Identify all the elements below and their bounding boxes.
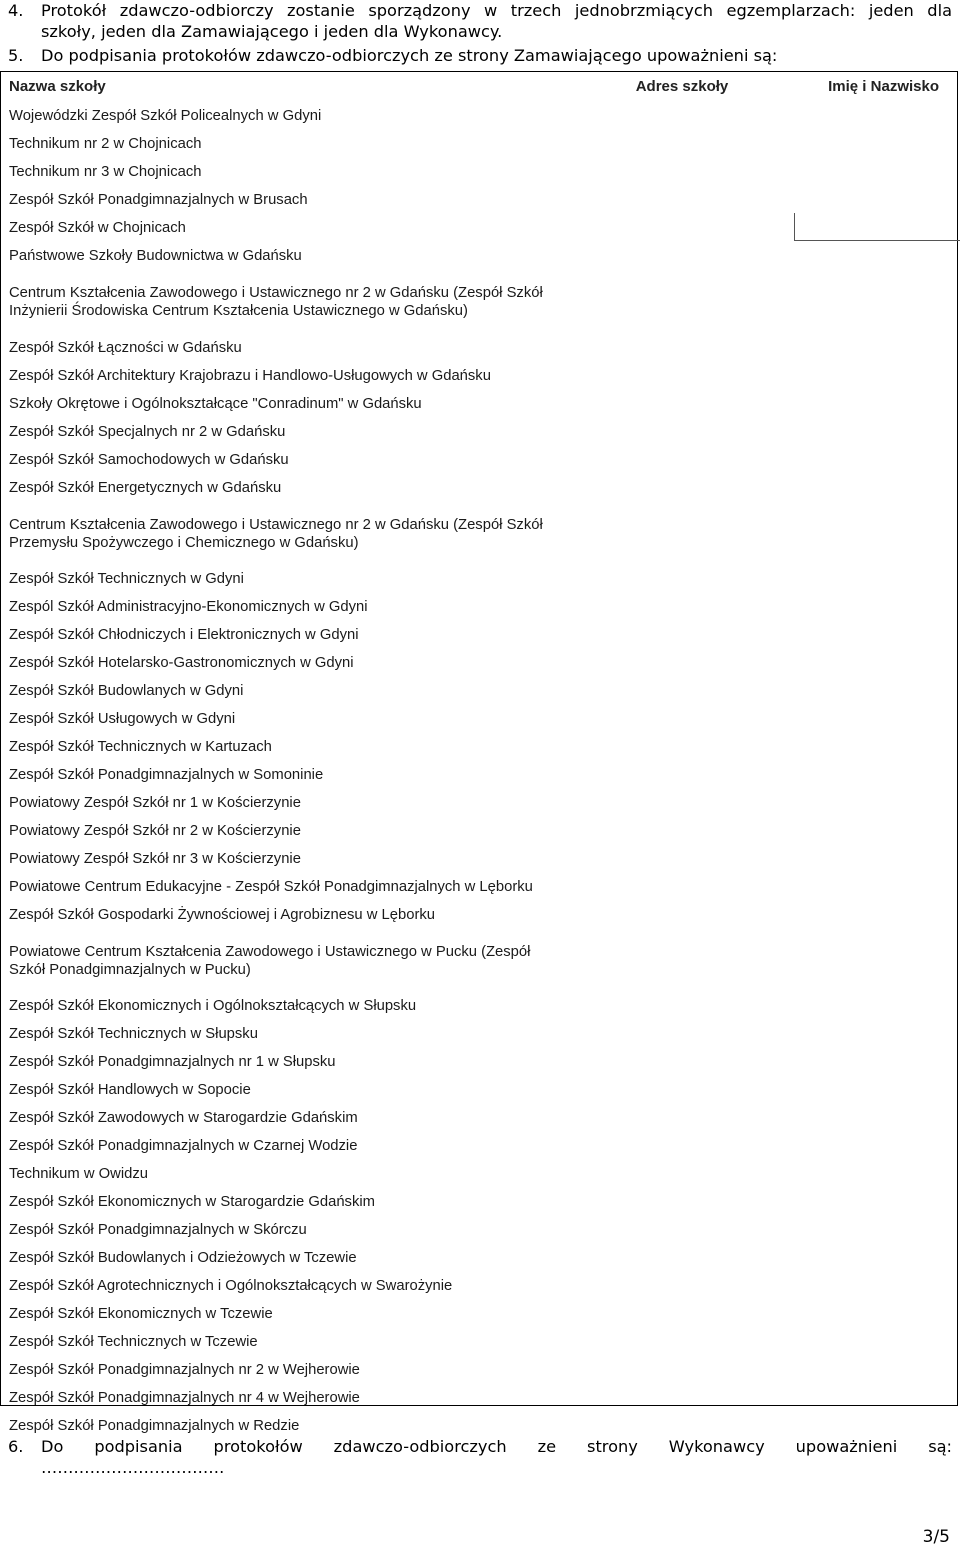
full-name-cell xyxy=(794,362,959,390)
item-5-number: 5. xyxy=(8,46,24,65)
full-name-cell xyxy=(794,1356,959,1384)
full-name-cell xyxy=(794,992,959,1020)
full-name-cell xyxy=(794,817,959,845)
full-name-cell xyxy=(794,593,959,621)
school-name-cell: Zespół Szkół Chłodniczych i Elektronicznych w Gdyni xyxy=(9,627,359,643)
schools-table xyxy=(0,71,959,1440)
school-name-cell: Zespół Szkół Łączności w Gdańsku xyxy=(9,340,242,356)
school-name-cell: Technikum w Owidzu xyxy=(9,1166,148,1182)
school-address-cell xyxy=(570,1328,794,1356)
school-address-cell xyxy=(570,390,794,418)
table-row xyxy=(0,1328,959,1356)
school-address-cell xyxy=(570,1048,794,1076)
full-name-cell xyxy=(794,565,959,593)
school-address-cell xyxy=(570,214,794,242)
school-address-cell xyxy=(570,677,794,705)
school-name-cell: Zespół Szkół Ponadgimnazjalnych w Skórczu xyxy=(9,1222,307,1238)
full-name-cell xyxy=(794,705,959,733)
full-name-cell xyxy=(794,158,959,186)
table-row xyxy=(0,446,959,474)
full-name-cell xyxy=(794,789,959,817)
paragraph-item-6 xyxy=(8,1436,952,1478)
paragraph-item-4 xyxy=(8,0,952,42)
school-address-cell xyxy=(570,845,794,873)
school-address-cell xyxy=(570,761,794,789)
table-row xyxy=(0,929,959,992)
table-row xyxy=(0,270,959,334)
school-name-cell: Zespół Szkół Technicznych w Słupsku xyxy=(9,1026,258,1042)
school-address-cell xyxy=(570,565,794,593)
school-address-cell xyxy=(570,242,794,270)
full-name-cell xyxy=(794,621,959,649)
full-name-cell xyxy=(794,1048,959,1076)
table-row xyxy=(0,242,959,270)
table-row xyxy=(0,102,959,130)
school-name-cell: Centrum Kształcenia Zawodowego i Ustawicznego nr 2 w Gdańsku (Zespół Szkół Przemysłu Spożywczego i Chemicznego w Gdańsku) xyxy=(9,516,543,551)
full-name-cell xyxy=(794,1216,959,1244)
item-6-text: Do podpisania protokołów zdawczo-odbiorczych ze strony Wykonawcy upoważnieni są: xyxy=(41,1437,952,1456)
school-address-cell xyxy=(570,1188,794,1216)
page-number: 3/5 xyxy=(922,1527,950,1547)
school-address-cell xyxy=(570,1216,794,1244)
item-6-number: 6. xyxy=(8,1437,24,1456)
school-address-cell xyxy=(570,1300,794,1328)
table-row xyxy=(0,474,959,502)
school-address-cell xyxy=(570,817,794,845)
school-name-cell: Zespół Szkół Ponadgimnazjalnych nr 4 w Wejherowie xyxy=(9,1390,360,1406)
table-row xyxy=(0,1160,959,1188)
table-row xyxy=(0,1384,959,1412)
school-name-cell: Zespół Szkół Gospodarki Żywnościowej i Agrobiznesu w Lęborku xyxy=(9,907,436,923)
school-name-cell: Powiatowy Zespół Szkół nr 3 w Kościerzynie xyxy=(9,851,301,867)
school-address-cell xyxy=(570,474,794,502)
table-row xyxy=(0,593,959,621)
school-name-cell: Zespół Szkół Ekonomicznych w Starogardzie Gdańskim xyxy=(9,1194,375,1210)
full-name-cell xyxy=(794,1188,959,1216)
table-body xyxy=(0,102,959,1440)
school-address-cell xyxy=(570,1020,794,1048)
table-row xyxy=(0,1216,959,1244)
school-name-cell: Zespół Szkół Technicznych w Kartuzach xyxy=(9,739,272,755)
school-name-cell: Powiatowe Centrum Kształcenia Zawodowego i Ustawicznego w Pucku (Zespół Szkół Ponadgimnazjalnych w Pucku) xyxy=(9,943,531,978)
school-address-cell xyxy=(570,1076,794,1104)
table-row xyxy=(0,677,959,705)
full-name-cell xyxy=(794,1132,959,1160)
full-name-cell xyxy=(794,474,959,502)
school-name-cell: Zespół Szkół w Chojnicach xyxy=(9,220,186,236)
school-name-cell: Zespół Szkół Zawodowych w Starogardzie Gdańskim xyxy=(9,1110,358,1126)
school-address-cell xyxy=(570,1104,794,1132)
item-6-dots: ……………………………. xyxy=(41,1458,225,1477)
school-address-cell xyxy=(570,929,794,992)
table-row xyxy=(0,705,959,733)
school-address-cell xyxy=(570,418,794,446)
school-address-cell xyxy=(570,158,794,186)
full-name-cell xyxy=(794,1160,959,1188)
full-name-cell xyxy=(794,901,959,929)
table-row xyxy=(0,817,959,845)
table-row xyxy=(0,1356,959,1384)
table-row xyxy=(0,761,959,789)
table-row xyxy=(0,565,959,593)
table-row xyxy=(0,1272,959,1300)
school-address-cell xyxy=(570,621,794,649)
table-row xyxy=(0,733,959,761)
school-address-cell xyxy=(570,901,794,929)
school-address-cell xyxy=(570,362,794,390)
item-4-line-2: szkoły, jeden dla Zamawiającego i jeden dla Wykonawcy. xyxy=(41,22,503,41)
table-row xyxy=(0,1188,959,1216)
school-address-cell xyxy=(570,649,794,677)
school-name-cell: Powiatowe Centrum Edukacyjne - Zespół Szkół Ponadgimnazjalnych w Lęborku xyxy=(9,879,533,895)
school-name-cell: Zespół Szkół Budowlanych i Odzieżowych w Tczewie xyxy=(9,1250,357,1266)
header-full-name: Imię i Nazwisko xyxy=(828,78,939,95)
school-address-cell xyxy=(570,1132,794,1160)
school-name-cell: Zespół Szkół Architektury Krajobrazu i Handlowo-Usługowych w Gdańsku xyxy=(9,368,491,384)
table-row xyxy=(0,1300,959,1328)
table-row xyxy=(0,621,959,649)
full-name-cell xyxy=(794,1020,959,1048)
item-5-text: Do podpisania protokołów zdawczo-odbiorczych ze strony Zamawiającego upoważnieni są: xyxy=(41,46,778,65)
table-row xyxy=(0,1076,959,1104)
full-name-cell xyxy=(794,1272,959,1300)
school-name-cell: Centrum Kształcenia Zawodowego i Ustawicznego nr 2 w Gdańsku (Zespół Szkół Inżynierii Środowiska Centrum Kształcenia Ustawicznego w Gdańsku) xyxy=(9,285,543,319)
school-name-cell: Powiatowy Zespół Szkół nr 1 w Kościerzynie xyxy=(9,795,301,811)
full-name-cell xyxy=(794,1384,959,1412)
school-address-cell xyxy=(570,502,794,565)
full-name-cell xyxy=(794,1328,959,1356)
table-row xyxy=(0,130,959,158)
school-name-cell: Zespół Szkół Technicznych w Tczewie xyxy=(9,1334,258,1350)
full-name-cell xyxy=(794,242,959,270)
full-name-cell xyxy=(794,446,959,474)
full-name-cell xyxy=(794,733,959,761)
school-address-cell xyxy=(570,186,794,214)
item-4-line-1: Protokół zdawczo-odbiorczy zostanie sporządzony w trzech jednobrzmiących egzemplarzach: jeden dla xyxy=(41,1,952,20)
school-name-cell: Zespół Szkół Ekonomicznych i Ogólnokształcących w Słupsku xyxy=(9,998,417,1014)
table-row xyxy=(0,649,959,677)
item-4-number: 4. xyxy=(8,1,24,20)
full-name-cell xyxy=(794,677,959,705)
full-name-cell xyxy=(794,845,959,873)
full-name-cell xyxy=(794,1104,959,1132)
paragraph-item-5 xyxy=(8,45,952,66)
school-name-cell: Technikum nr 2 w Chojnicach xyxy=(9,136,202,152)
table-row xyxy=(0,901,959,929)
table-row xyxy=(0,1244,959,1272)
full-name-cell xyxy=(794,418,959,446)
table-cell-box xyxy=(794,213,960,241)
school-name-cell: Zespół Szkół Handlowych w Sopocie xyxy=(9,1082,251,1098)
school-address-cell xyxy=(570,1356,794,1384)
full-name-cell xyxy=(794,270,959,334)
table-row xyxy=(0,1048,959,1076)
school-address-cell xyxy=(570,733,794,761)
school-name-cell: Zespół Szkół Ponadgimnazjalnych w Somoninie xyxy=(9,767,324,783)
header-school-name: Nazwa szkoły xyxy=(9,78,106,95)
table-row xyxy=(0,390,959,418)
table-row xyxy=(0,362,959,390)
school-name-cell: Zespół Szkół Specjalnych nr 2 w Gdańsku xyxy=(9,424,286,440)
school-address-cell xyxy=(570,873,794,901)
full-name-cell xyxy=(794,873,959,901)
school-name-cell: Zespół Szkół Technicznych w Gdyni xyxy=(9,571,244,587)
school-address-cell xyxy=(570,130,794,158)
school-name-cell: Wojewódzki Zespół Szkół Policealnych w Gdyni xyxy=(9,108,322,124)
full-name-cell xyxy=(794,102,959,130)
header-school-address: Adres szkoły xyxy=(635,78,729,95)
full-name-cell xyxy=(794,761,959,789)
full-name-cell xyxy=(794,1300,959,1328)
full-name-cell xyxy=(794,502,959,565)
table-row xyxy=(0,1104,959,1132)
table-row xyxy=(0,1020,959,1048)
table-row xyxy=(0,1132,959,1160)
school-name-cell: Zespól Szkół Administracyjno-Ekonomicznych w Gdyni xyxy=(9,599,368,615)
school-name-cell: Technikum nr 3 w Chojnicach xyxy=(9,164,202,180)
table-row xyxy=(0,873,959,901)
school-name-cell: Zespół Szkół Agrotechnicznych i Ogólnokształcących w Swarożynie xyxy=(9,1278,453,1294)
table-row xyxy=(0,158,959,186)
full-name-cell xyxy=(794,1244,959,1272)
full-name-cell xyxy=(794,390,959,418)
school-name-cell: Zespół Szkół Usługowych w Gdyni xyxy=(9,711,236,727)
school-name-cell: Zespół Szkół Ponadgimnazjalnych nr 2 w Wejherowie xyxy=(9,1362,360,1378)
table-row xyxy=(0,418,959,446)
table-header-row xyxy=(0,71,959,102)
table-row xyxy=(0,186,959,214)
school-address-cell xyxy=(570,334,794,362)
school-address-cell xyxy=(570,992,794,1020)
full-name-cell xyxy=(794,649,959,677)
table-row xyxy=(0,502,959,565)
school-address-cell xyxy=(570,1384,794,1412)
full-name-cell xyxy=(794,929,959,992)
school-name-cell: Zespół Szkół Samochodowych w Gdańsku xyxy=(9,452,289,468)
table-row xyxy=(0,789,959,817)
school-name-cell: Powiatowy Zespół Szkół nr 2 w Kościerzynie xyxy=(9,823,301,839)
table-row xyxy=(0,334,959,362)
table-row xyxy=(0,992,959,1020)
school-address-cell xyxy=(570,789,794,817)
school-address-cell xyxy=(570,705,794,733)
school-address-cell xyxy=(570,1244,794,1272)
school-name-cell: Zespół Szkół Budowlanych w Gdyni xyxy=(9,683,244,699)
school-name-cell: Zespół Szkół Ponadgimnazjalnych w Redzie xyxy=(9,1418,300,1434)
full-name-cell xyxy=(794,334,959,362)
full-name-cell xyxy=(794,186,959,214)
school-name-cell: Zespół Szkół Ponadgimnazjalnych w Brusach xyxy=(9,192,308,208)
school-address-cell xyxy=(570,102,794,130)
school-name-cell: Zespół Szkół Hotelarsko-Gastronomicznych w Gdyni xyxy=(9,655,354,671)
school-name-cell: Zespół Szkół Ekonomicznych w Tczewie xyxy=(9,1306,273,1322)
full-name-cell xyxy=(794,130,959,158)
school-name-cell: Zespół Szkół Ponadgimnazjalnych w Czarnej Wodzie xyxy=(9,1138,358,1154)
school-name-cell: Szkoły Okrętowe i Ogólnokształcące "Conradinum" w Gdańsku xyxy=(9,396,422,412)
school-address-cell xyxy=(570,1272,794,1300)
school-name-cell: Państwowe Szkoły Budownictwa w Gdańsku xyxy=(9,248,302,264)
table-row xyxy=(0,845,959,873)
school-address-cell xyxy=(570,446,794,474)
full-name-cell xyxy=(794,1076,959,1104)
school-name-cell: Zespół Szkół Ponadgimnazjalnych nr 1 w Słupsku xyxy=(9,1054,336,1070)
school-address-cell xyxy=(570,270,794,334)
school-name-cell: Zespół Szkół Energetycznych w Gdańsku xyxy=(9,480,282,496)
school-address-cell xyxy=(570,593,794,621)
school-address-cell xyxy=(570,1160,794,1188)
